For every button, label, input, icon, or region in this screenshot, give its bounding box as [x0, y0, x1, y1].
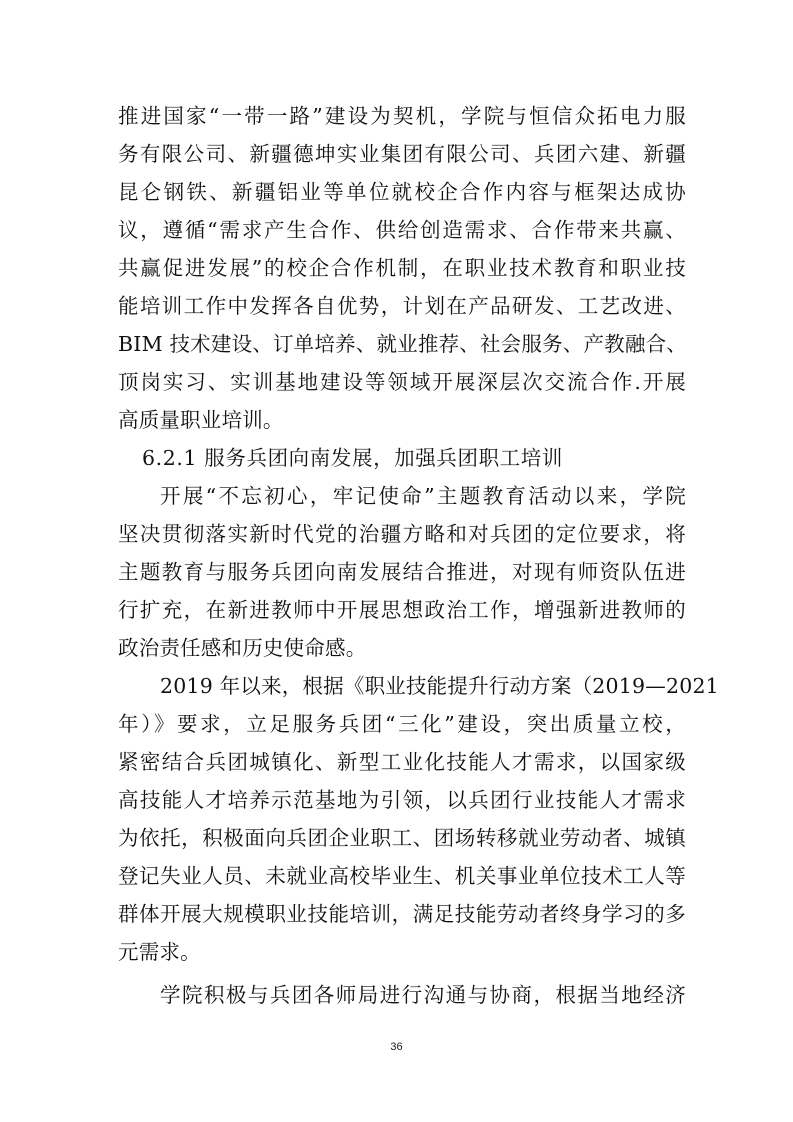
paragraph-2-line: 坚决贯彻落实新时代党的治疆方略和对兵团的定位要求，将	[118, 522, 686, 546]
paragraph-2-line: 开展“不忘初心，牢记使命”主题教育活动以来，学院	[160, 484, 686, 508]
paragraph-3-line: 紧密结合兵团城镇化、新型工业化技能人才需求，以国家级	[118, 750, 686, 774]
paragraph-3-line: 登记失业人员、未就业高校毕业生、机关事业单位技术工人等	[118, 864, 686, 888]
page-number: 36	[390, 1041, 403, 1053]
paragraph-2-line: 行扩充，在新进教师中开展思想政治工作，增强新进教师的	[118, 598, 686, 622]
paragraph-3-line: 元需求。	[118, 940, 201, 964]
paragraph-4-line: 学院积极与兵团各师局进行沟通与协商，根据当地经济	[160, 983, 686, 1007]
paragraph-1-line: 务有限公司、新疆德坤实业集团有限公司、兵团六建、新疆	[118, 142, 686, 166]
paragraph-3-line: 为依托，积极面向兵团企业职工、团场转移就业劳动者、城镇	[118, 826, 686, 850]
paragraph-1-line: BIM 技术建设、订单培养、就业推荐、社会服务、产教融合、	[118, 332, 687, 356]
paragraph-3-line: 2019 年以来，根据《职业技能提升行动方案（2019—2021	[160, 674, 719, 698]
paragraph-3-line: 年）》要求，立足服务兵团“三化”建设，突出质量立校，	[118, 712, 686, 736]
paragraph-1-line: 顶岗实习、实训基地建设等领域开展深层次交流合作.开展	[118, 370, 686, 394]
section-heading: 6.2.1 服务兵团向南发展，加强兵团职工培训	[142, 446, 563, 470]
paragraph-3-line: 高技能人才培养示范基地为引领，以兵团行业技能人才需求	[118, 788, 686, 812]
paragraph-1-line: 共赢促进发展”的校企合作机制，在职业技术教育和职业技	[118, 256, 686, 280]
paragraph-1-line: 高质量职业培训。	[118, 408, 284, 432]
paragraph-2-line: 主题教育与服务兵团向南发展结合推进，对现有师资队伍进	[118, 560, 686, 584]
paragraph-1-line: 议，遵循“需求产生合作、供给创造需求、合作带来共赢、	[118, 218, 686, 242]
paragraph-1-line: 推进国家“一带一路”建设为契机，学院与恒信众拓电力服	[118, 104, 686, 128]
paragraph-3-line: 群体开展大规模职业技能培训，满足技能劳动者终身学习的多	[118, 902, 686, 926]
paragraph-2-line: 政治责任感和历史使命感。	[118, 636, 367, 660]
paragraph-1-line: 昆仑钢铁、新疆铝业等单位就校企合作内容与框架达成协	[118, 180, 686, 204]
paragraph-1-line: 能培训工作中发挥各自优势，计划在产品研发、工艺改进、	[118, 294, 686, 318]
